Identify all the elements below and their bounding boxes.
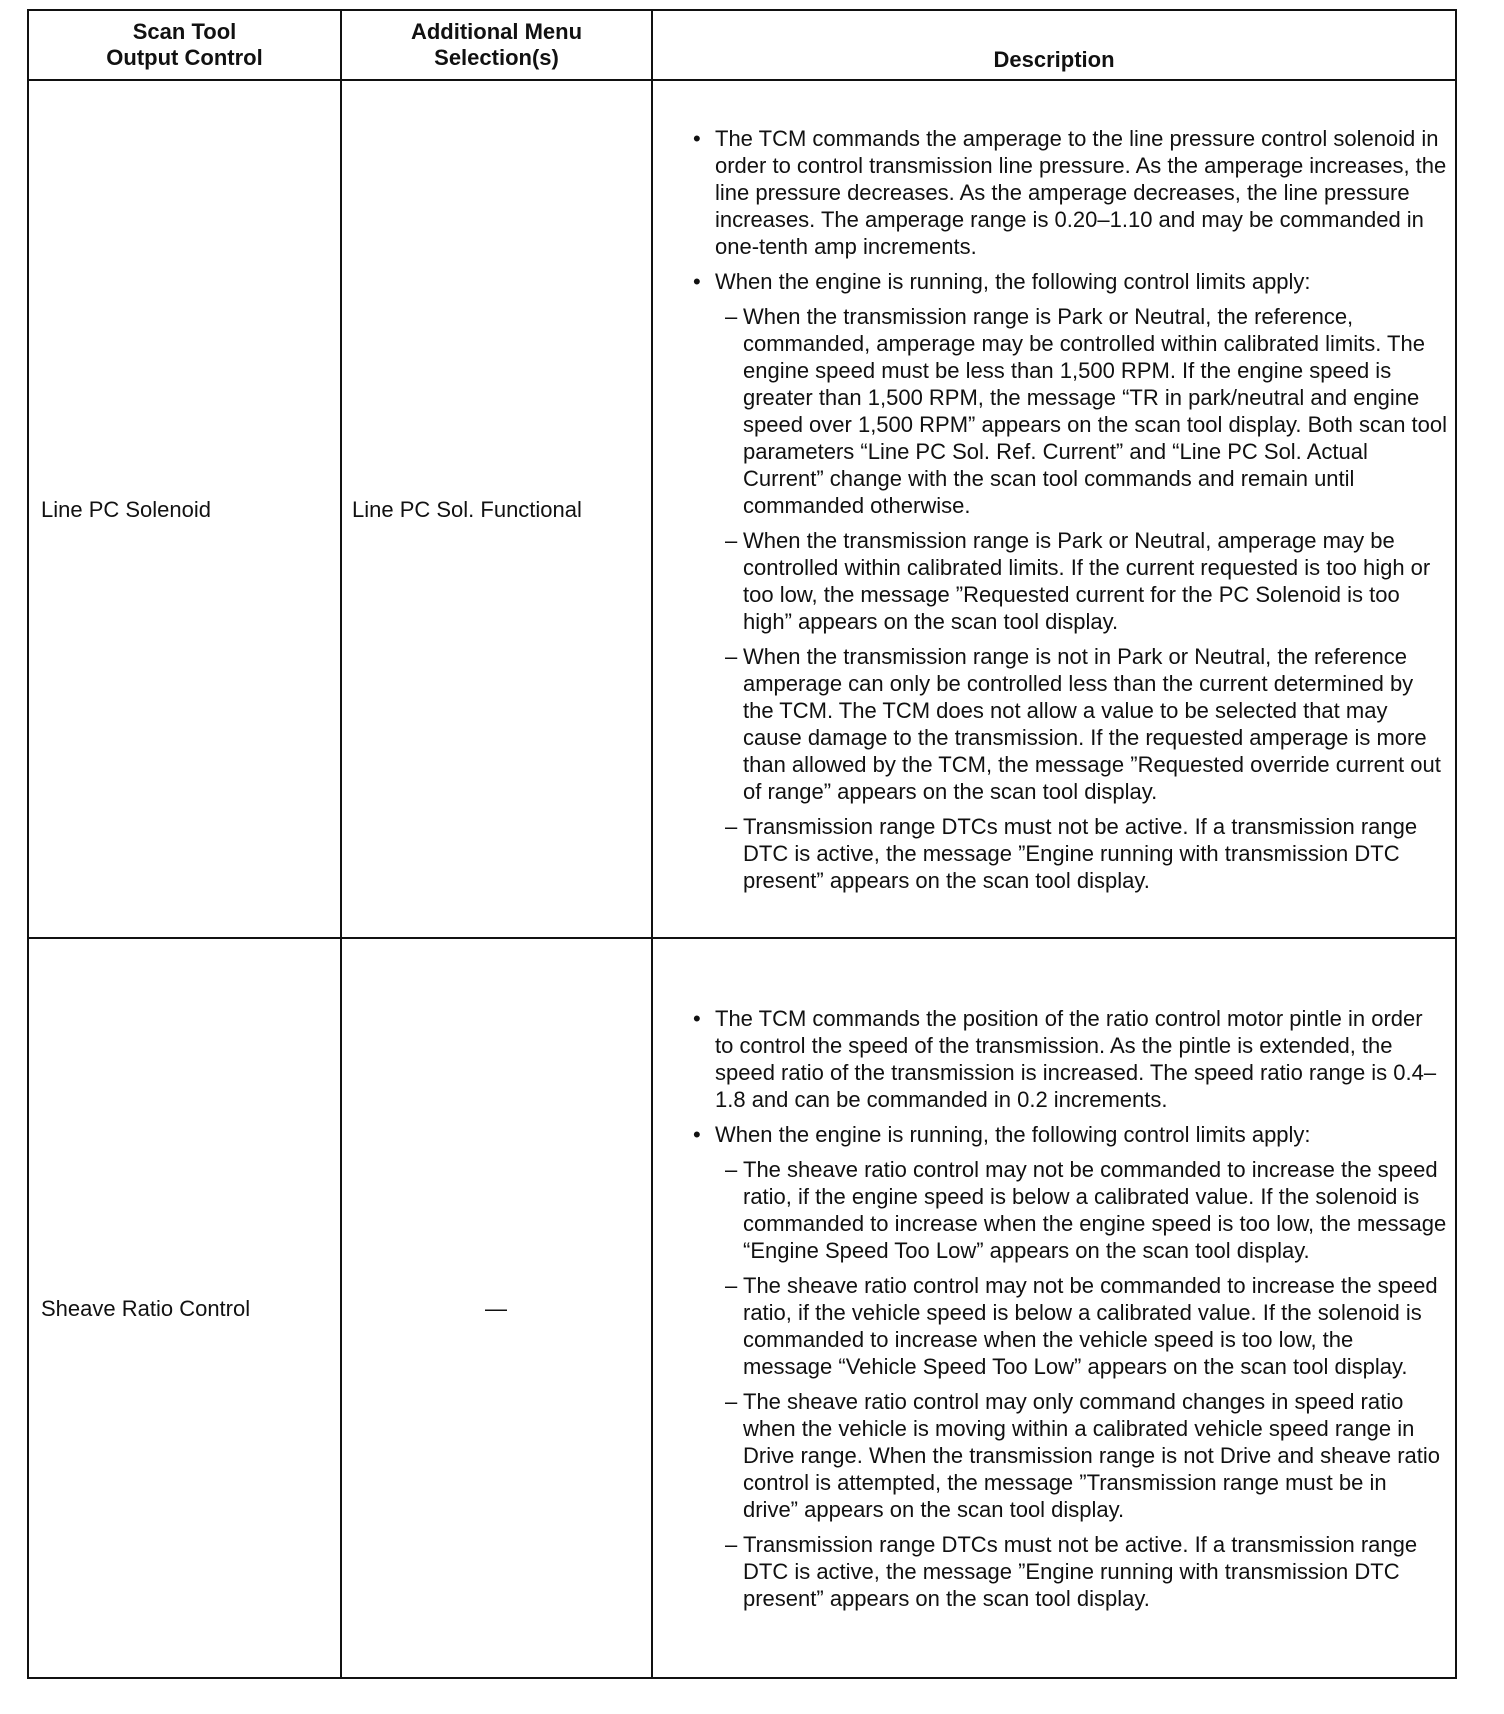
header-scan-tool-output-control — [28, 10, 341, 80]
header-additional-menu-selections — [341, 10, 652, 80]
table-row — [28, 80, 1456, 938]
bullet-text: When the engine is running, the following control limits apply: — [715, 1121, 1311, 1147]
description-cell — [652, 938, 1456, 1678]
table-row — [28, 938, 1456, 1678]
header-line: Selection(s) — [434, 45, 559, 70]
header-line: Additional Menu — [410, 19, 583, 44]
menu-cell: — — [341, 938, 652, 1678]
limit-item: – The sheave ratio control may not be commanded to increase the speed ratio, if the vehicle speed is below a calibrated value. If the solenoid is commanded to increase when the vehicle speed is too low, the message “Vehicle Speed Too Low” appears on the scan tool display. — [721, 1272, 1447, 1380]
header-description: Description — [652, 10, 1456, 80]
bullet-item: • The TCM commands the amperage to the line pressure control solenoid in order to control transmission line pressure. As the amperage increases, the line pressure decreases. As the amperage decreases, the line pressure increases. The amperage range is 0.20–1.10 and may be commanded in one-tenth amp increments. — [693, 125, 1447, 260]
limit-item: – When the transmission range is Park or Neutral, amperage may be controlled within calibrated limits. If the current requested is too high or too low, the message ”Requested current for the PC Solenoid is too high” appears on the scan tool display. — [721, 527, 1447, 635]
header-row — [28, 10, 1456, 80]
description-cell — [652, 80, 1456, 938]
limit-item: – The sheave ratio control may only command changes in speed ratio when the vehicle is moving within a calibrated vehicle speed range in Drive range. When the transmission range is not Drive and sheave ratio control is attempted, the message ”Transmission range must be in drive” appears on the scan tool display. — [721, 1388, 1447, 1523]
bullet-item — [693, 1121, 1447, 1612]
bullet-item: • The TCM commands the position of the ratio control motor pintle in order to control the speed of the transmission. As the pintle is extended, the speed ratio of the transmission is increased. The speed ratio range is 0.4–1.8 and can be commanded in 0.2 increments. — [693, 1005, 1447, 1113]
limit-item: – When the transmission range is not in Park or Neutral, the reference amperage can only be controlled less than the current determined by the TCM. The TCM does not allow a value to be selected that may cause damage to the transmission. If the requested amperage is more than allowed by the TCM, the message ”Requested override current out of range” appears on the scan tool display. — [721, 643, 1447, 805]
limit-item: – Transmission range DTCs must not be active. If a transmission range DTC is active, the message ”Engine running with transmission DTC present” appears on the scan tool display. — [721, 813, 1447, 894]
limit-item: – When the transmission range is Park or Neutral, the reference, commanded, amperage may be controlled within calibrated limits. The engine speed must be less than 1,500 RPM. If the engine speed is greater than 1,500 RPM, the message “TR in park/neutral and engine speed over 1,500 RPM” appears on the scan tool display. Both scan tool parameters “Line PC Sol. Ref. Current” and “Line PC Sol. Actual Current” change with the scan tool commands and remain until commanded otherwise. — [721, 303, 1447, 519]
limit-item: – Transmission range DTCs must not be active. If a transmission range DTC is active, the message ”Engine running with transmission DTC present” appears on the scan tool display. — [721, 1531, 1447, 1612]
limit-item: – The sheave ratio control may not be commanded to increase the speed ratio, if the engine speed is below a calibrated value. If the solenoid is commanded to increase when the engine speed is too low, the message “Engine Speed Too Low” appears on the scan tool display. — [721, 1156, 1447, 1264]
control-cell: Sheave Ratio Control — [28, 938, 341, 1678]
bullet-text: When the engine is running, the following control limits apply: — [715, 268, 1311, 294]
output-control-table — [27, 9, 1457, 1679]
control-cell: Line PC Solenoid — [28, 80, 341, 938]
bullet-item — [693, 268, 1447, 894]
menu-cell: Line PC Sol. Functional — [341, 80, 652, 938]
header-line: Output Control — [106, 45, 263, 70]
header-line: Scan Tool — [132, 19, 237, 44]
